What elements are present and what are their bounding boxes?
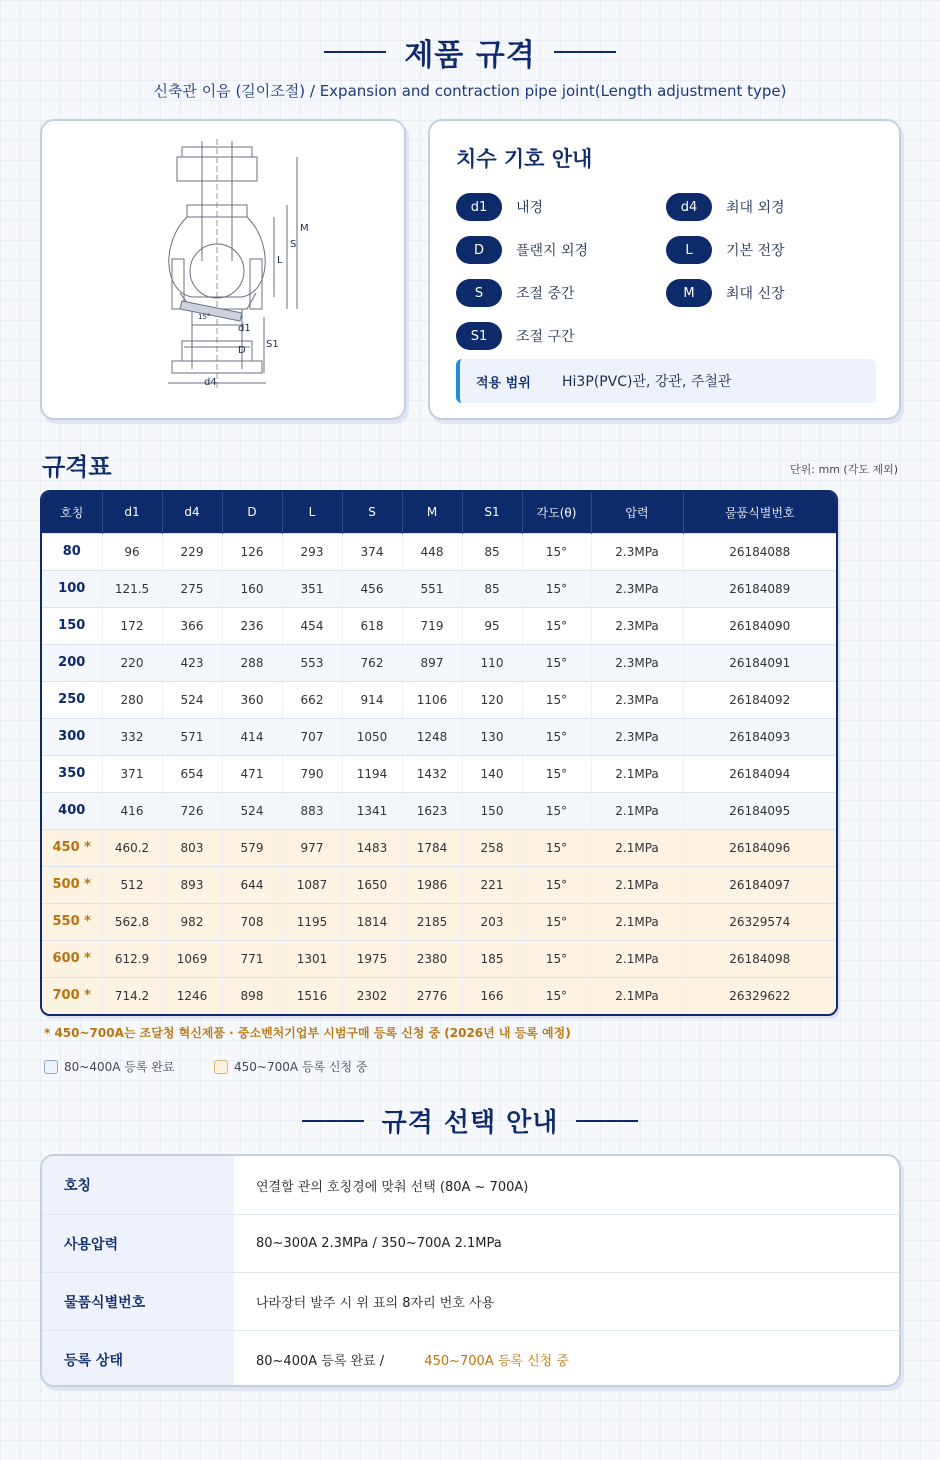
cell-d4: 524 <box>162 681 222 718</box>
cell-d: 644 <box>222 866 282 903</box>
legend-code: S <box>456 279 502 307</box>
cell-d4: 275 <box>162 570 222 607</box>
page-subtitle: 신축관 이음 (길이조절) / Expansion and contraction pipe joint(Length adjustment type) <box>153 82 787 100</box>
col-pressure: 압력 <box>591 492 683 533</box>
cell-angle: 15° <box>522 866 591 903</box>
cell-s: 374 <box>342 533 402 570</box>
cell-m: 1248 <box>402 718 462 755</box>
cell-d: 708 <box>222 903 282 940</box>
table-row <box>42 570 836 607</box>
table-row <box>42 829 836 866</box>
spec-table <box>40 490 838 1016</box>
guide-title: 규격 선택 안내 <box>381 1108 559 1138</box>
status-key-pending <box>214 1058 367 1075</box>
legend-label: 기본 전장 <box>726 243 785 259</box>
col-d: D <box>222 492 282 533</box>
cell-nom: 400 <box>42 792 102 829</box>
cell-nom: 80 <box>42 533 102 570</box>
label-d1: d1 <box>238 323 251 334</box>
cell-pressure: 2.3MPa <box>591 718 683 755</box>
col-nominal: 호칭 <box>42 492 102 533</box>
footnote: * 450~700A는 조달청 혁신제품 · 중소벤처기업부 시범구매 등록 신청 중 (2026년 내 등록 예정) <box>44 1026 571 1040</box>
cell-l: 1195 <box>282 903 342 940</box>
label-s: S <box>290 239 297 250</box>
cell-s: 1975 <box>342 940 402 977</box>
status-pending-label: 450~700A 등록 신청 중 <box>234 1060 368 1074</box>
cell-angle: 15° <box>522 644 591 681</box>
col-d4: d4 <box>162 492 222 533</box>
cell-s: 1194 <box>342 755 402 792</box>
cell-s1: 258 <box>462 829 522 866</box>
label-l: L <box>277 255 283 266</box>
cell-pressure: 2.3MPa <box>591 644 683 681</box>
cell-pressure: 2.1MPa <box>591 977 683 1014</box>
spec-table-body <box>42 533 836 1014</box>
cell-s: 1483 <box>342 829 402 866</box>
cell-d: 288 <box>222 644 282 681</box>
cell-pressure: 2.3MPa <box>591 607 683 644</box>
guide-row-pressure <box>42 1214 899 1272</box>
guide-label: 물품식별번호 <box>42 1273 234 1330</box>
guide-value: 80~300A 2.3MPa / 350~700A 2.1MPa <box>256 1236 502 1251</box>
cell-l: 1301 <box>282 940 342 977</box>
cell-angle: 15° <box>522 607 591 644</box>
cell-m: 2380 <box>402 940 462 977</box>
legend-item-d1 <box>456 193 543 221</box>
cell-nom: 600 * <box>42 940 102 977</box>
cell-s1: 85 <box>462 570 522 607</box>
cell-angle: 15° <box>522 829 591 866</box>
cell-d1: 460.2 <box>102 829 162 866</box>
col-item-id: 물품식별번호 <box>683 492 836 533</box>
legend-code: L <box>666 236 712 264</box>
cell-pressure: 2.1MPa <box>591 792 683 829</box>
cell-id: 26184096 <box>683 829 836 866</box>
cell-s: 456 <box>342 570 402 607</box>
header-line-left <box>324 51 386 53</box>
cell-d4: 982 <box>162 903 222 940</box>
cell-d: 579 <box>222 829 282 866</box>
cell-d1: 416 <box>102 792 162 829</box>
cell-nom: 100 <box>42 570 102 607</box>
header-line-right <box>554 51 616 53</box>
cell-d4: 893 <box>162 866 222 903</box>
guide-label: 호칭 <box>42 1156 234 1214</box>
diagram-card <box>40 119 406 420</box>
cell-id: 26184097 <box>683 866 836 903</box>
page-header <box>0 30 940 74</box>
guide-line-right <box>576 1120 638 1122</box>
cell-d: 360 <box>222 681 282 718</box>
cell-s1: 221 <box>462 866 522 903</box>
cell-d4: 366 <box>162 607 222 644</box>
cell-s1: 166 <box>462 977 522 1014</box>
cell-angle: 15° <box>522 940 591 977</box>
guide-header <box>0 1102 940 1139</box>
cell-d: 160 <box>222 570 282 607</box>
guide-status-done: 80~400A 등록 완료 / <box>256 1354 385 1369</box>
guide-status-pending: 450~700A 등록 신청 중 <box>424 1354 569 1369</box>
cell-m: 1623 <box>402 792 462 829</box>
legend-code: S1 <box>456 322 502 350</box>
cell-d: 126 <box>222 533 282 570</box>
table-row <box>42 866 836 903</box>
label-angle: 15° <box>198 313 211 321</box>
table-row <box>42 718 836 755</box>
cell-s: 1341 <box>342 792 402 829</box>
guide-label: 등록 상태 <box>42 1331 234 1387</box>
cell-id: 26329574 <box>683 903 836 940</box>
cell-nom: 350 <box>42 755 102 792</box>
cell-angle: 15° <box>522 681 591 718</box>
legend-code: D <box>456 236 502 264</box>
table-row <box>42 533 836 570</box>
guide-value <box>234 1350 569 1369</box>
cell-id: 26184093 <box>683 718 836 755</box>
cell-d: 524 <box>222 792 282 829</box>
cell-id: 26184094 <box>683 755 836 792</box>
cell-d1: 96 <box>102 533 162 570</box>
range-value: Hi3P(PVC)관, 강관, 주철관 <box>562 374 732 390</box>
guide-value: 연결할 관의 호칭경에 맞춰 선택 (80A ~ 700A) <box>256 1179 529 1195</box>
table-row <box>42 644 836 681</box>
status-key-done <box>44 1058 174 1075</box>
cell-angle: 15° <box>522 533 591 570</box>
cell-m: 2776 <box>402 977 462 1014</box>
legend-label: 내경 <box>516 200 544 216</box>
guide-row-item-id <box>42 1272 899 1330</box>
table-header-row <box>42 492 836 533</box>
spec-table-title: 규격표 <box>42 453 112 481</box>
cell-d4: 423 <box>162 644 222 681</box>
cell-d1: 280 <box>102 681 162 718</box>
swatch-pending <box>214 1060 228 1074</box>
legend-item-d4 <box>666 193 785 221</box>
guide-value: 나라장터 발주 시 위 표의 8자리 번호 사용 <box>256 1296 495 1311</box>
cell-l: 662 <box>282 681 342 718</box>
cell-nom: 450 * <box>42 829 102 866</box>
legend-label: 최대 외경 <box>726 200 785 216</box>
unit-note: 단위: mm (각도 제외) <box>790 463 898 476</box>
cell-s1: 203 <box>462 903 522 940</box>
cell-s: 914 <box>342 681 402 718</box>
cell-s: 618 <box>342 607 402 644</box>
cell-l: 707 <box>282 718 342 755</box>
cell-l: 454 <box>282 607 342 644</box>
table-row <box>42 940 836 977</box>
cell-id: 26184091 <box>683 644 836 681</box>
cell-angle: 15° <box>522 903 591 940</box>
cell-d1: 172 <box>102 607 162 644</box>
cell-d: 898 <box>222 977 282 1014</box>
col-angle: 각도(θ) <box>522 492 591 533</box>
cell-pressure: 2.3MPa <box>591 533 683 570</box>
cell-id: 26329622 <box>683 977 836 1014</box>
cell-m: 1784 <box>402 829 462 866</box>
legend-code: d4 <box>666 193 712 221</box>
cell-m: 1432 <box>402 755 462 792</box>
cell-s: 1050 <box>342 718 402 755</box>
cell-nom: 500 * <box>42 866 102 903</box>
label-d: D <box>238 345 246 356</box>
cell-d: 414 <box>222 718 282 755</box>
legend-item-d <box>456 236 588 264</box>
cell-id: 26184090 <box>683 607 836 644</box>
cell-pressure: 2.1MPa <box>591 829 683 866</box>
cell-pressure: 2.1MPa <box>591 940 683 977</box>
legend-item-m <box>666 279 785 307</box>
cell-m: 719 <box>402 607 462 644</box>
table-row <box>42 792 836 829</box>
cell-l: 790 <box>282 755 342 792</box>
guide-label: 사용압력 <box>42 1215 234 1272</box>
page-title: 제품 규격 <box>404 38 536 73</box>
cell-pressure: 2.3MPa <box>591 570 683 607</box>
legend-card <box>428 119 901 420</box>
cell-s1: 140 <box>462 755 522 792</box>
cell-pressure: 2.3MPa <box>591 681 683 718</box>
cell-m: 448 <box>402 533 462 570</box>
cell-s1: 85 <box>462 533 522 570</box>
guide-row-nominal <box>42 1156 899 1214</box>
cell-l: 293 <box>282 533 342 570</box>
cell-d4: 571 <box>162 718 222 755</box>
cell-d: 771 <box>222 940 282 977</box>
cell-l: 351 <box>282 570 342 607</box>
guide-table <box>40 1154 901 1387</box>
col-m: M <box>402 492 462 533</box>
cell-id: 26184098 <box>683 940 836 977</box>
cell-d4: 1069 <box>162 940 222 977</box>
cell-d1: 121.5 <box>102 570 162 607</box>
legend-code: M <box>666 279 712 307</box>
cell-d1: 612.9 <box>102 940 162 977</box>
legend-item-s1 <box>456 322 575 350</box>
cell-nom: 700 * <box>42 977 102 1014</box>
table-row <box>42 977 836 1014</box>
cell-angle: 15° <box>522 755 591 792</box>
col-l: L <box>282 492 342 533</box>
cell-s1: 130 <box>462 718 522 755</box>
col-d1: d1 <box>102 492 162 533</box>
cell-s: 1814 <box>342 903 402 940</box>
status-done-label: 80~400A 등록 완료 <box>64 1060 175 1074</box>
range-label: 적용 범위 <box>476 375 531 391</box>
cell-d4: 229 <box>162 533 222 570</box>
cell-nom: 550 * <box>42 903 102 940</box>
cell-nom: 250 <box>42 681 102 718</box>
cell-s: 1650 <box>342 866 402 903</box>
application-range <box>456 359 876 403</box>
table-row <box>42 681 836 718</box>
col-s1: S1 <box>462 492 522 533</box>
legend-code: d1 <box>456 193 502 221</box>
label-m: M <box>300 223 309 234</box>
legend-label: 조절 중간 <box>516 286 575 302</box>
cell-d4: 726 <box>162 792 222 829</box>
cell-m: 1106 <box>402 681 462 718</box>
cell-id: 26184092 <box>683 681 836 718</box>
cell-m: 1986 <box>402 866 462 903</box>
table-row <box>42 903 836 940</box>
cell-d1: 220 <box>102 644 162 681</box>
cell-s1: 120 <box>462 681 522 718</box>
cell-d4: 654 <box>162 755 222 792</box>
cell-d1: 332 <box>102 718 162 755</box>
legend-item-s <box>456 279 575 307</box>
cell-nom: 200 <box>42 644 102 681</box>
cell-l: 1087 <box>282 866 342 903</box>
cell-m: 2185 <box>402 903 462 940</box>
legend-label: 조절 구간 <box>516 329 575 345</box>
cell-d1: 512 <box>102 866 162 903</box>
table-row <box>42 607 836 644</box>
col-s: S <box>342 492 402 533</box>
cell-angle: 15° <box>522 570 591 607</box>
cell-l: 553 <box>282 644 342 681</box>
swatch-done <box>44 1060 58 1074</box>
legend-title: 치수 기호 안내 <box>456 147 593 171</box>
cell-pressure: 2.1MPa <box>591 903 683 940</box>
cell-d1: 562.8 <box>102 903 162 940</box>
cell-l: 1516 <box>282 977 342 1014</box>
legend-label: 최대 신장 <box>726 286 785 302</box>
cell-id: 26184089 <box>683 570 836 607</box>
cell-id: 26184088 <box>683 533 836 570</box>
guide-line-left <box>302 1120 364 1122</box>
table-row <box>42 755 836 792</box>
cell-s1: 185 <box>462 940 522 977</box>
label-d4: d4 <box>204 377 217 388</box>
cell-s1: 150 <box>462 792 522 829</box>
cell-nom: 150 <box>42 607 102 644</box>
cell-s1: 95 <box>462 607 522 644</box>
cell-angle: 15° <box>522 977 591 1014</box>
cell-d1: 371 <box>102 755 162 792</box>
cell-s: 762 <box>342 644 402 681</box>
legend-item-l <box>666 236 785 264</box>
cell-m: 551 <box>402 570 462 607</box>
label-s1: S1 <box>266 339 279 350</box>
cell-d1: 714.2 <box>102 977 162 1014</box>
cell-angle: 15° <box>522 792 591 829</box>
cell-l: 883 <box>282 792 342 829</box>
cell-pressure: 2.1MPa <box>591 755 683 792</box>
cell-angle: 15° <box>522 718 591 755</box>
joint-drawing <box>42 121 404 418</box>
cell-d4: 1246 <box>162 977 222 1014</box>
cell-s: 2302 <box>342 977 402 1014</box>
legend-label: 플랜지 외경 <box>516 243 589 259</box>
cell-d4: 803 <box>162 829 222 866</box>
cell-d: 236 <box>222 607 282 644</box>
cell-d: 471 <box>222 755 282 792</box>
guide-row-status <box>42 1330 899 1387</box>
cell-pressure: 2.1MPa <box>591 866 683 903</box>
cell-l: 977 <box>282 829 342 866</box>
cell-nom: 300 <box>42 718 102 755</box>
cell-m: 897 <box>402 644 462 681</box>
cell-id: 26184095 <box>683 792 836 829</box>
cell-s1: 110 <box>462 644 522 681</box>
